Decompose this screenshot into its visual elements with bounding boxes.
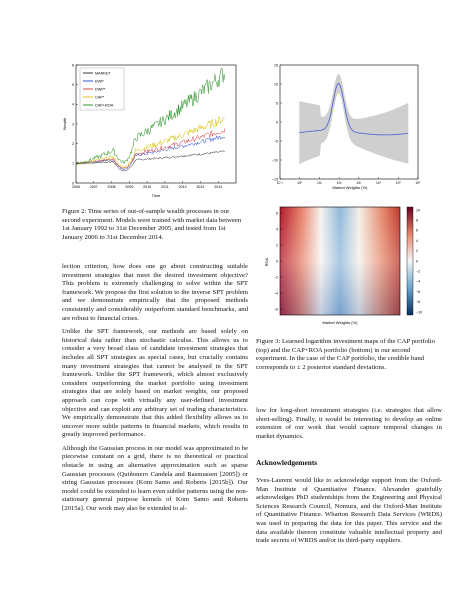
figure3-top-xlabel: Market Weights (%)	[332, 185, 368, 190]
colorbar-tick-label: −6	[416, 289, 421, 294]
xtick-label: 10⁴	[375, 181, 382, 185]
figure2-xlabel: Time	[151, 193, 161, 198]
figure2-legend	[80, 68, 124, 110]
ytick-label: −15	[271, 177, 278, 182]
ytick-label: 0	[72, 181, 74, 186]
xtick-label: 2013	[196, 185, 205, 189]
acknowledgements-text: Yves-Laurent would like to acknowledge support from the Oxford-Man Institute of Quantitative Finance. Alexander gratefully acknowledges PhD studentships from the Engineering and Physical Sciences Research Council, Nomura, and the Oxford-Man Institute of Quantitative Finance. Wharton Research Data Services (WRDS) was used in preparing the data for this paper. This service and the data available thereon constitute valuable intellectual property and trade secrets of WRDS and/or its third-party suppliers.	[256, 476, 442, 545]
xtick-label: 2014	[214, 185, 223, 189]
legend-label: DWP*	[95, 87, 106, 92]
colorbar-tick-label: −2	[416, 269, 421, 274]
paragraph: Although the Gaussian process in our model was approximated to be piecewise constant on a grid, there is no theoretical or practical obstacle in using an alternative approximation such as sparse Gaussian processes (Quiñonero Candela and Rasmussen [2005]) or string Gaussian processes (Kom Samo and Roberts [2015b]). Our model could be extended to learn even subtler patterns using the non-stationary general purpose kernels of Kom Samo and Roberts [2015a]. Our work may also be extended to al-	[62, 444, 248, 513]
colorbar-tick-label: −8	[416, 300, 421, 305]
ytick-label: 2	[276, 243, 278, 248]
figure2-ylabel: Wealth	[62, 117, 67, 131]
ytick-label: −5	[273, 139, 278, 144]
legend-label: CAP+ROA	[95, 103, 114, 108]
colorbar	[407, 207, 413, 315]
xtick-label: 10³	[356, 181, 362, 185]
acknowledgements-heading: Acknowledgements	[256, 458, 318, 468]
ytick-label: 4	[72, 102, 74, 107]
figure3-bottom-chart	[262, 202, 442, 332]
figure3-bottom-xlabel: Market Weights (%)	[322, 320, 358, 325]
left-column	[62, 263, 248, 519]
xtick-label: 10⁵	[395, 181, 401, 185]
ytick-label: 4	[276, 227, 278, 232]
xtick-label: 2007	[89, 185, 98, 189]
ytick-label: −10	[271, 158, 278, 163]
figure2-chart	[62, 60, 240, 200]
ytick-label: 5	[276, 101, 278, 106]
figure3-bottom-ylabel: ROA	[264, 257, 269, 267]
paragraph: Unlike the SPT framework, our methods are based solely on historical data rather than stochastic calculus. This allows us to consider a very broad class of candidate investment strategies that includes all SPT strategies as special cases, but crucially contains many investment strategies that cannot be analysed in the SPT framework. Unlike the SPT framework, which almost exclusively considers outperforming the market portfolio using investment strategies that are solely based on market weights, our proposed approach can cope with virtually any user-defined investment objective and can exploit any arbitrary set of trading characteristics. We empirically demonstrate that this added flexibility allows us to uncover more subtle patterns in financial markets, which results in greatly improved performance.	[62, 328, 248, 439]
paragraph: lection criterion, how does one go about constructing suitable investment strategies that meet the desired investment objective? This problem is extremely challenging to solve within the SPT framework. We propose the first solution to the inverse SPT problem and we demonstrate empirically that the proposed methods consistently and considerably outperform standard benchmarks, and are robust to financial crises.	[62, 263, 248, 322]
legend-label: CAP*	[95, 95, 105, 100]
ytick-label: 3	[72, 122, 74, 127]
figure3-top-chart	[262, 60, 422, 192]
xtick-label: 10¹	[316, 181, 322, 185]
ytick-label: −4	[273, 291, 278, 296]
figure2-caption: Figure 2: Time series of out-of-sample wealth processes in our second experiment. Models were trained with market data between 1st January 1992 to 31st December 2005, and tested from 1st January 2006 to 31st December 2014.	[62, 208, 242, 241]
colorbar-tick-label: 6	[416, 228, 418, 233]
colorbar-tick-label: −4	[416, 279, 421, 284]
ytick-label: 0	[276, 120, 278, 125]
ytick-label: 0	[276, 259, 278, 264]
ytick-label: 1	[72, 161, 74, 166]
xtick-label: 2010	[143, 185, 152, 189]
heatmap-shading	[280, 207, 400, 315]
colorbar-ticks	[416, 208, 422, 314]
legend-label: MARKET	[95, 71, 111, 76]
ytick-label: −2	[273, 275, 278, 280]
xtick-label: 10⁰	[297, 181, 303, 185]
ytick-label: 5	[72, 82, 74, 87]
colorbar-tick-label: 8	[416, 218, 418, 223]
ytick-label: 6	[72, 63, 74, 68]
colorbar-tick-label: 0	[416, 259, 418, 264]
xtick-label: 2008	[107, 185, 116, 189]
ytick-label: 10	[274, 82, 278, 87]
xtick-label: 2011	[161, 185, 169, 189]
ytick-label: 2	[72, 141, 74, 146]
xtick-label: 2012	[178, 185, 187, 189]
xtick-label: 10⁻¹	[276, 181, 284, 185]
right-column	[256, 407, 442, 551]
xtick-label: 2006	[72, 185, 80, 189]
ytick-label: 6	[276, 211, 278, 216]
xtick-label: 10⁶	[415, 181, 421, 185]
xtick-label: 10²	[336, 181, 342, 185]
xtick-label: 2009	[125, 185, 134, 189]
paragraph: low for long-short investment strategies (i.e. strategies that allow short-selling). Finally, it would be interesting to develop an online extension of our work that would capture temporal changes in market dynamics.	[256, 407, 442, 440]
legend-label: EWP	[95, 79, 104, 84]
ytick-label: −6	[273, 307, 278, 312]
colorbar-tick-label: 2	[416, 249, 418, 254]
colorbar-tick-label: 10	[416, 208, 420, 213]
colorbar-tick-label: 4	[416, 238, 418, 243]
figure3-caption: Figure 3: Learned logarithm investment maps of the CAP portfolio (top) and the CAP+ROA portfolio (bottom) in our second experiment. In the case of the CAP portfolio, the credible band corresponds to ± 2 posterior standard deviations.	[256, 338, 435, 371]
colorbar-tick-label: −10	[416, 310, 423, 315]
ytick-label: 15	[274, 63, 278, 68]
